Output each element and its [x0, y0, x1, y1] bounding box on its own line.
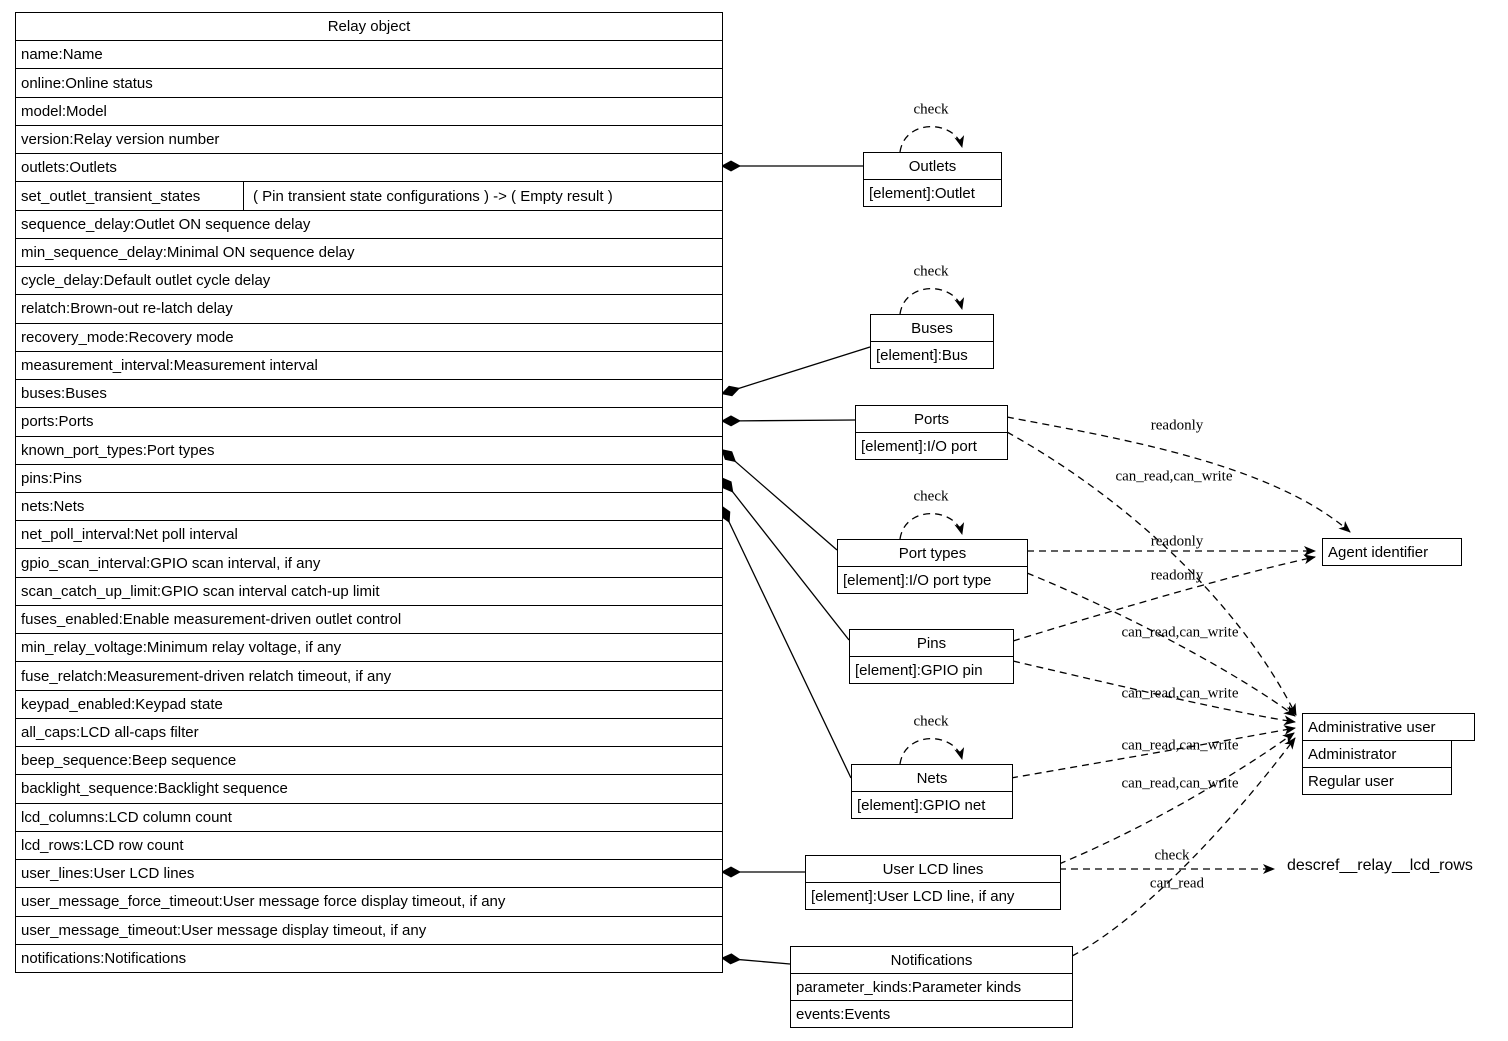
relay-attribute-row: [16, 831, 722, 859]
node-buses-title: Buses: [871, 315, 993, 342]
relay-attribute-text: min_sequence_delay:Minimal ON sequence delay: [21, 243, 355, 261]
node-outlets-row: [element]:Outlet: [869, 184, 975, 202]
node-nets-row: [element]:GPIO net: [857, 796, 986, 814]
node-pins-title: Pins: [850, 630, 1013, 657]
relay-attribute-text: lcd_rows:LCD row count: [21, 836, 184, 854]
node-buses-row: [element]:Bus: [876, 346, 968, 364]
relay-object-title: Relay object: [327, 18, 411, 36]
relay-attribute-row: [16, 436, 722, 464]
relay-attribute-row: [16, 210, 722, 238]
node-nets: [851, 764, 1013, 819]
dashed-edge: [900, 127, 962, 152]
composition-edge: [729, 521, 851, 778]
relay-attribute-text: relatch:Brown-out re-latch delay: [21, 300, 233, 318]
edge-label-crw-nets: can_read,can_write: [1121, 737, 1239, 754]
relay-attribute-text: sequence_delay:Outlet ON sequence delay: [21, 215, 311, 233]
relay-attribute-row: [16, 125, 722, 153]
node-administrative-user: Administrative user: [1302, 713, 1475, 741]
relay-attribute-row: [16, 577, 722, 605]
descref-lcd-rows-text: descref__relay__lcd_rows: [1287, 857, 1473, 874]
relay-attribute-row: [16, 661, 722, 689]
relay-attribute-row: [16, 690, 722, 718]
relay-attribute-row: [16, 916, 722, 944]
relay-attribute-row: [16, 605, 722, 633]
node-ports: [855, 405, 1008, 460]
node-port-types: [837, 539, 1028, 594]
relay-attribute-text: fuse_relatch:Measurement-driven relatch timeout, if any: [21, 667, 392, 685]
relay-attribute-text: recovery_mode:Recovery mode: [21, 328, 234, 346]
relay-attribute-text: net_poll_interval:Net poll interval: [21, 526, 238, 544]
node-port-types-row: [element]:I/O port type: [843, 571, 992, 589]
composition-diamond-icon: [721, 449, 736, 462]
relay-attribute-text: notifications:Notifications: [21, 949, 187, 967]
relay-attribute-row: [16, 492, 722, 520]
node-pins-row: [element]:GPIO pin: [855, 661, 983, 679]
relay-object-table: [15, 12, 723, 973]
node-notifications: [790, 946, 1073, 1028]
relay-attribute-row: [16, 97, 722, 125]
edge-label-check-outlets: check: [913, 101, 949, 118]
relay-attribute-text: buses:Buses: [21, 385, 107, 403]
composition-edge: [735, 461, 837, 550]
relay-attribute-text: user_message_timeout:User message display timeout, if any: [21, 921, 427, 939]
relay-attribute-text: cycle_delay:Default outlet cycle delay: [21, 272, 271, 290]
relay-attribute-row: [16, 238, 722, 266]
dashed-edge: [900, 289, 962, 314]
edge-label-crw-port-types: can_read,can_write: [1121, 624, 1239, 641]
relay-attribute-row: [16, 464, 722, 492]
dashed-edge: [900, 739, 962, 764]
relay-attribute-row: [16, 40, 722, 68]
composition-diamond-icon: [721, 386, 740, 396]
relay-attribute-text: min_relay_voltage:Minimum relay voltage, if any: [21, 639, 342, 657]
node-administrator: Administrator: [1302, 740, 1452, 768]
node-ports-title: Ports: [856, 406, 1007, 433]
relay-attribute-text: beep_sequence:Beep sequence: [21, 752, 237, 770]
relay-attribute-row: [16, 323, 722, 351]
relay-attribute-row: [16, 774, 722, 802]
relay-attribute-row: [16, 803, 722, 831]
node-buses: [870, 314, 994, 369]
relay-attribute-row: [16, 887, 722, 915]
relay-attribute-text: user_lines:User LCD lines: [21, 865, 195, 883]
composition-edge: [738, 347, 870, 389]
relay-attribute-text: scan_catch_up_limit:GPIO scan interval catch-up limit: [21, 582, 380, 600]
relay-attribute-row: [16, 68, 722, 96]
relay-attribute-row: [16, 718, 722, 746]
edge-label-check-buses: check: [913, 263, 949, 280]
edge-label-readonly-pins: readonly: [1150, 567, 1204, 584]
node-outlets: [863, 152, 1002, 207]
relay-attribute-text: name:Name: [21, 46, 103, 64]
node-user-lcd-lines-title: User LCD lines: [806, 856, 1060, 883]
edge-label-readonly-ports: readonly: [1150, 417, 1204, 434]
relay-attribute-text: pins:Pins: [21, 469, 82, 487]
relay-attribute-row: [16, 407, 722, 435]
node-port-types-title: Port types: [838, 540, 1027, 567]
node-notifications-row-events: events:Events: [796, 1005, 891, 1023]
relay-attribute-text: backlight_sequence:Backlight sequence: [21, 780, 288, 798]
node-notifications-row-parameter-kinds: parameter_kinds:Parameter kinds: [791, 974, 1072, 1001]
node-regular-user: Regular user: [1302, 767, 1452, 795]
relay-attribute-text: measurement_interval:Measurement interval: [21, 356, 318, 374]
edge-label-crw-ports: can_read,can_write: [1115, 468, 1233, 485]
edge-label-can-read-notifications: can_read: [1149, 875, 1205, 892]
relay-attribute-row: [16, 859, 722, 887]
relay-attribute-text: lcd_columns:LCD column count: [21, 808, 232, 826]
relay-attribute-row: [16, 153, 722, 181]
composition-edge: [739, 420, 855, 421]
relay-attribute-text: online:Online status: [21, 74, 153, 92]
edge-label-crw-user-lines: can_read,can_write: [1121, 775, 1239, 792]
composition-edge: [739, 960, 790, 964]
composition-diamond-icon: [721, 867, 741, 878]
relay-attribute-row: [16, 944, 722, 972]
relay-attribute-row: [16, 746, 722, 774]
relay-attribute-text: known_port_types:Port types: [21, 441, 215, 459]
relay-attribute-row: [16, 294, 722, 322]
node-user-lcd-lines: [805, 855, 1061, 910]
relay-attribute-row: [16, 633, 722, 661]
edge-label-check-nets: check: [913, 713, 949, 730]
node-user-lcd-lines-row: [element]:User LCD line, if any: [811, 887, 1015, 905]
relay-attribute-text: keypad_enabled:Keypad state: [21, 695, 223, 713]
relay-attribute-row: [16, 548, 722, 576]
relay-method-signature: ( Pin transient state configurations ) -> ( Empty result ): [253, 187, 613, 205]
relay-attribute-text: user_message_force_timeout:User message force display timeout, if any: [21, 893, 506, 911]
node-notifications-title: Notifications: [791, 947, 1072, 974]
edge-label-check-user-lines: check: [1154, 847, 1190, 864]
relay-attribute-text: version:Relay version number: [21, 131, 220, 149]
relay-attribute-text: gpio_scan_interval:GPIO scan interval, if any: [21, 554, 321, 572]
relay-attribute-text: nets:Nets: [21, 498, 85, 516]
relay-attribute-row: [16, 266, 722, 294]
relay-attribute-text: all_caps:LCD all-caps filter: [21, 723, 199, 741]
relay-method-name: set_outlet_transient_states: [16, 182, 244, 209]
relay-attribute-row: [16, 520, 722, 548]
node-agent-identifier: Agent identifier: [1322, 538, 1462, 566]
dashed-edge: [900, 514, 962, 539]
edge-group: [720, 127, 1350, 965]
composition-diamond-icon: [721, 415, 741, 426]
relay-attribute-text: ports:Ports: [21, 413, 94, 431]
composition-diamond-icon: [721, 953, 741, 964]
relay-attribute-text: model:Model: [21, 102, 107, 120]
relay-attribute-text: fuses_enabled:Enable measurement-driven outlet control: [21, 611, 402, 629]
node-ports-row: [element]:I/O port: [861, 437, 977, 455]
node-pins: [849, 629, 1014, 684]
relay-attribute-text: outlets:Outlets: [21, 159, 117, 177]
node-nets-title: Nets: [852, 765, 1012, 792]
node-outlets-title: Outlets: [864, 153, 1001, 180]
relay-method-row: [16, 181, 722, 209]
edge-label-crw-pins: can_read,can_write: [1121, 685, 1239, 702]
composition-diamond-icon: [721, 161, 741, 172]
edge-label-readonly-port-types: readonly: [1150, 533, 1204, 550]
relay-attribute-row: [16, 351, 722, 379]
edge-label-check-port-types: check: [913, 488, 949, 505]
relay-attribute-row: [16, 379, 722, 407]
